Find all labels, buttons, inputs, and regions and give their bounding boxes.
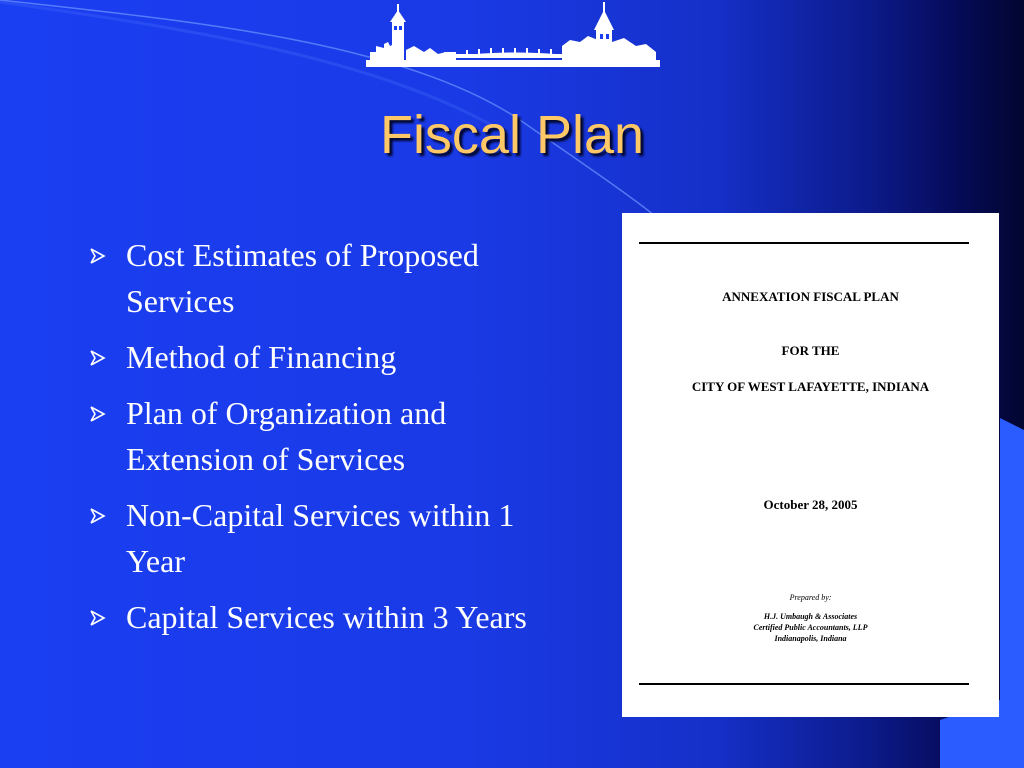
document-for-line: FOR THE bbox=[781, 343, 840, 358]
document-top-rule bbox=[639, 242, 969, 244]
bullet-label: Cost Estimates of Proposed Services bbox=[126, 237, 479, 319]
bullet-list bbox=[88, 232, 548, 650]
preparer-title: Certified Public Accountants, LLP bbox=[753, 623, 868, 632]
city-skyline-logo bbox=[366, 2, 660, 68]
arrowhead-bullet-icon bbox=[88, 608, 108, 628]
bullet-item bbox=[88, 232, 548, 324]
arrowhead-bullet-icon bbox=[88, 348, 108, 368]
bullet-label: Capital Services within 3 Years bbox=[126, 599, 527, 635]
arrowhead-bullet-icon bbox=[88, 404, 108, 424]
preparer-name: H.J. Umbaugh & Associates bbox=[763, 612, 858, 621]
document-cover-image bbox=[622, 213, 999, 717]
document-heading: ANNEXATION FISCAL PLAN bbox=[722, 289, 899, 304]
prepared-by-label: Prepared by: bbox=[789, 593, 832, 602]
bullet-label: Method of Financing bbox=[126, 339, 397, 375]
arrowhead-bullet-icon bbox=[88, 246, 108, 266]
bullet-item bbox=[88, 594, 548, 640]
document-bottom-rule bbox=[639, 683, 969, 685]
bullet-item bbox=[88, 390, 548, 482]
bullet-label: Plan of Organization and Extension of Services bbox=[126, 395, 447, 477]
arrowhead-bullet-icon bbox=[88, 506, 108, 526]
bullet-item bbox=[88, 334, 548, 380]
bullet-item bbox=[88, 492, 548, 584]
document-city-line: CITY OF WEST LAFAYETTE, INDIANA bbox=[691, 379, 930, 394]
preparer-location: Indianapolis, Indiana bbox=[774, 634, 847, 643]
document-date: October 28, 2005 bbox=[763, 497, 858, 512]
slide-title: Fiscal Plan bbox=[379, 105, 645, 165]
bullet-label: Non-Capital Services within 1 Year bbox=[126, 497, 515, 579]
